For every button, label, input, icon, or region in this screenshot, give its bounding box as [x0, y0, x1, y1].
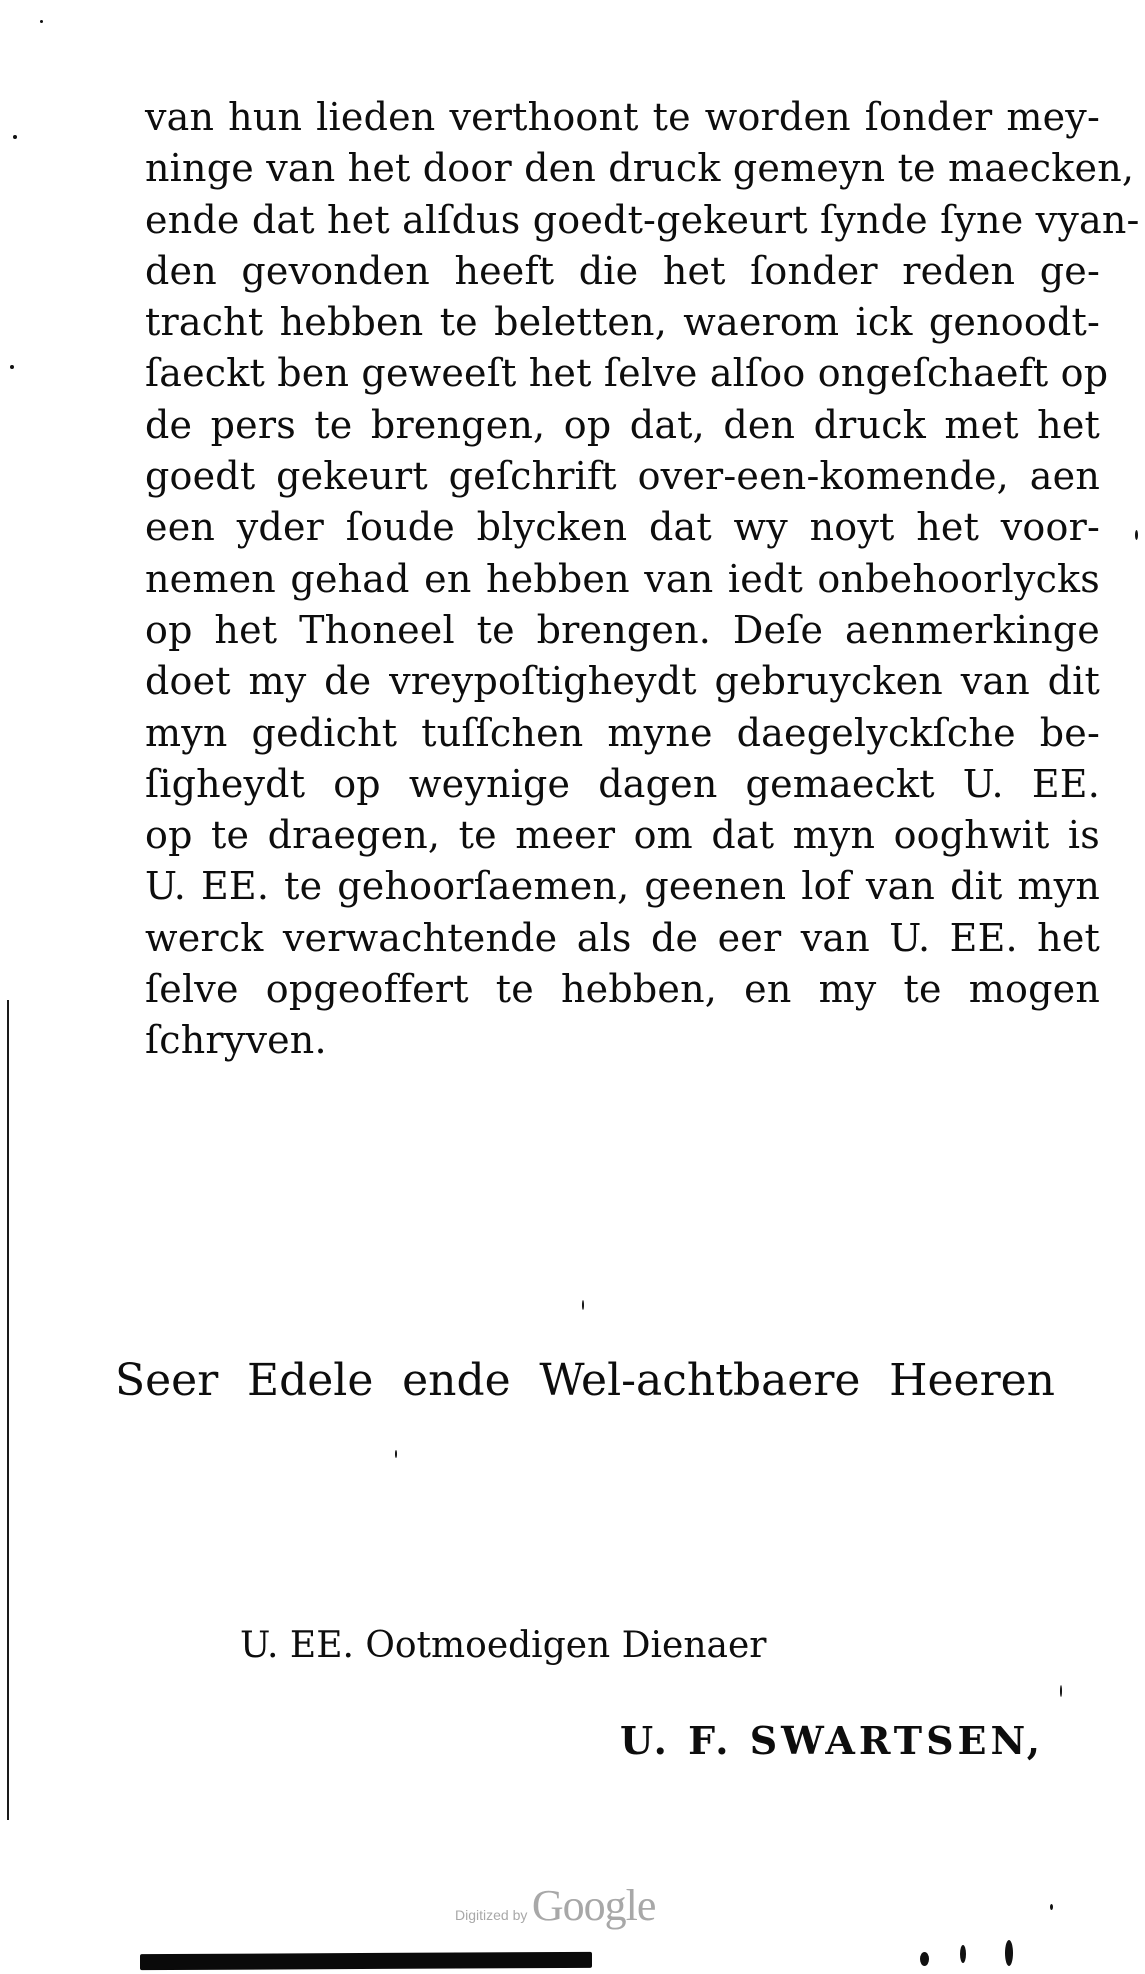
- ink-speck: [582, 1300, 584, 1310]
- google-logo-text: Google: [531, 1881, 656, 1930]
- text-line: nemen gehad en hebben van iedt onbehoorlycks: [145, 556, 1100, 601]
- text-line: ſchryven.: [145, 1018, 327, 1063]
- text-line: ſelve opgeoffert te hebben, en my te mogen: [145, 967, 1100, 1012]
- text-line: een yder ſoude blycken dat wy noyt het voor-: [145, 505, 1100, 550]
- text-line: den gevonden heeft die het ſonder reden ge-: [145, 248, 1100, 293]
- digitized-by-watermark: [455, 1880, 655, 1931]
- text-line: tracht hebben te beletten, waerom ick genoodt-: [145, 300, 1100, 345]
- ink-speck: [10, 365, 14, 369]
- ink-speck: [1060, 1685, 1062, 1697]
- text-line: ende dat het alſdus goedt-gekeurt ſynde ſyne vyan-: [145, 197, 1140, 242]
- ink-speck: [920, 1952, 929, 1966]
- text-line: ſigheydt op weynige dagen gemaeckt U. EE.: [145, 761, 1100, 806]
- salutation: Seer Edele ende Wel-achtbaere Heeren: [115, 1355, 1055, 1406]
- page-edge-rule: [7, 1000, 9, 1820]
- text-line: de pers te brengen, op dat, den druck met het: [145, 402, 1100, 447]
- closing-phrase: U. EE. Ootmoedigen Dienaer: [240, 1625, 767, 1666]
- text-line: op het Thoneel te brengen. Deſe aenmerkinge: [145, 607, 1100, 652]
- dedication-body-text: [145, 92, 1140, 1067]
- ink-speck: [960, 1945, 966, 1963]
- ink-speck: [1005, 1940, 1013, 1966]
- text-line: myn gedicht tuſſchen myne daegelyckſche be-: [145, 710, 1100, 755]
- ink-speck: [13, 135, 17, 139]
- text-line: U. EE. te gehoorſaemen, geenen lof van dit myn: [145, 864, 1100, 909]
- text-line: doet my de vreypoſtigheydt gebruycken van dit: [145, 659, 1100, 704]
- text-line: van hun lieden verthoont te worden ſonder mey-: [145, 95, 1100, 139]
- watermark-prefix: Digitized by: [455, 1907, 528, 1923]
- author-signature: U. F. SWARTSEN,: [620, 1718, 1045, 1763]
- ink-speck: [1135, 530, 1138, 540]
- scan-edge-bar: [140, 1952, 592, 1970]
- text-line: ſaeckt ben geweeſt het ſelve alſoo ongeſchaeft op: [145, 351, 1109, 396]
- text-line: op te draegen, te meer om dat myn ooghwit is: [145, 813, 1100, 858]
- ink-speck: [1050, 1904, 1053, 1910]
- ink-speck: [395, 1450, 397, 1458]
- text-line: ninge van het door den druck gemeyn te maecken,: [145, 146, 1135, 191]
- text-line: werck verwachtende als de eer van U. EE. het: [145, 915, 1100, 960]
- ink-speck: [40, 20, 43, 23]
- text-line: goedt gekeurt geſchrift over-een-komende, aen: [145, 454, 1100, 499]
